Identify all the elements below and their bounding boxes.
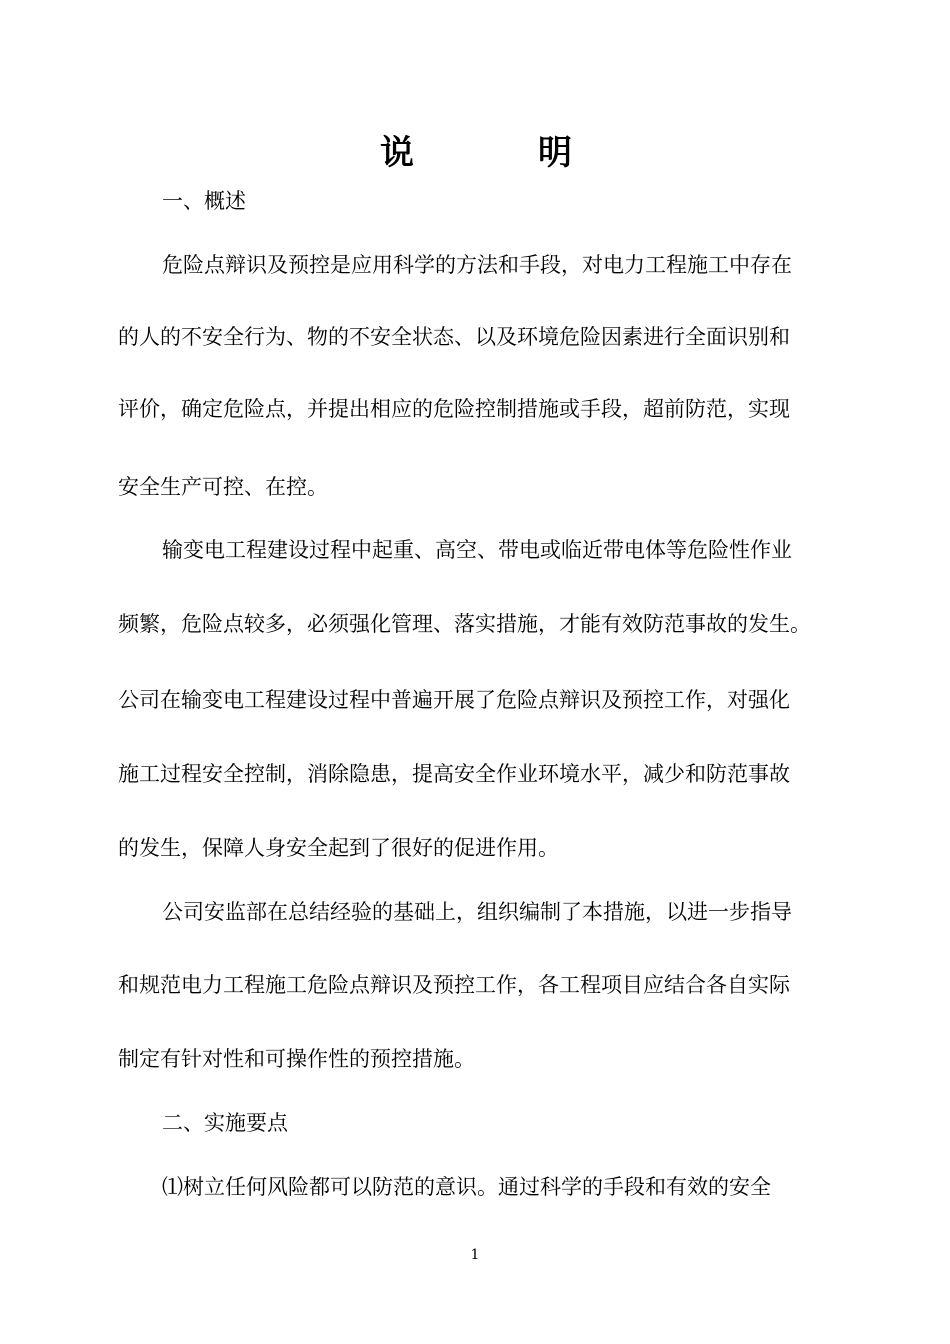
paragraph-line: 安全生产可控、在控。 — [118, 475, 328, 499]
paragraph-line: 制定有针对性和可操作性的预控措施。 — [118, 1047, 475, 1071]
paragraph-line: 公司在输变电工程建设过程中普遍开展了危险点辩识及预控工作，对强化 — [118, 688, 790, 712]
document-title — [0, 128, 950, 178]
paragraph-line: 输变电工程建设过程中起重、高空、带电或临近带电体等危险性作业 — [162, 538, 792, 562]
paragraph-line: 的人的不安全行为、物的不安全状态、以及环境危险因素进行全面识别和 — [118, 325, 790, 349]
list-item-line: ⑴树立任何风险都可以防范的意识。通过科学的手段和有效的安全 — [162, 1175, 771, 1199]
paragraph-line: 和规范电力工程施工危险点辩识及预控工作，各工程项目应结合各自实际 — [118, 973, 790, 997]
title-char: 明 — [538, 133, 572, 173]
page-number: 1 — [470, 1247, 480, 1263]
paragraph-line: 公司安监部在总结经验的基础上，组织编制了本措施，以进一步指导 — [162, 900, 792, 924]
paragraph-line: 危险点辩识及预控是应用科学的方法和手段，对电力工程施工中存在 — [162, 253, 792, 277]
section-heading-overview: 一、概述 — [162, 189, 246, 213]
paragraph-line: 频繁，危险点较多，必须强化管理、落实措施，才能有效防范事故的发生。 — [118, 612, 811, 636]
title-char: 说 — [380, 133, 414, 173]
paragraph-line: 评价，确定危险点，并提出相应的危险控制措施或手段，超前防范，实现 — [118, 397, 790, 421]
section-heading-implementation: 二、实施要点 — [162, 1111, 288, 1135]
paragraph-line: 施工过程安全控制，消除隐患，提高安全作业环境水平，减少和防范事故 — [118, 762, 790, 786]
paragraph-line: 的发生，保障人身安全起到了很好的促进作用。 — [118, 836, 559, 860]
